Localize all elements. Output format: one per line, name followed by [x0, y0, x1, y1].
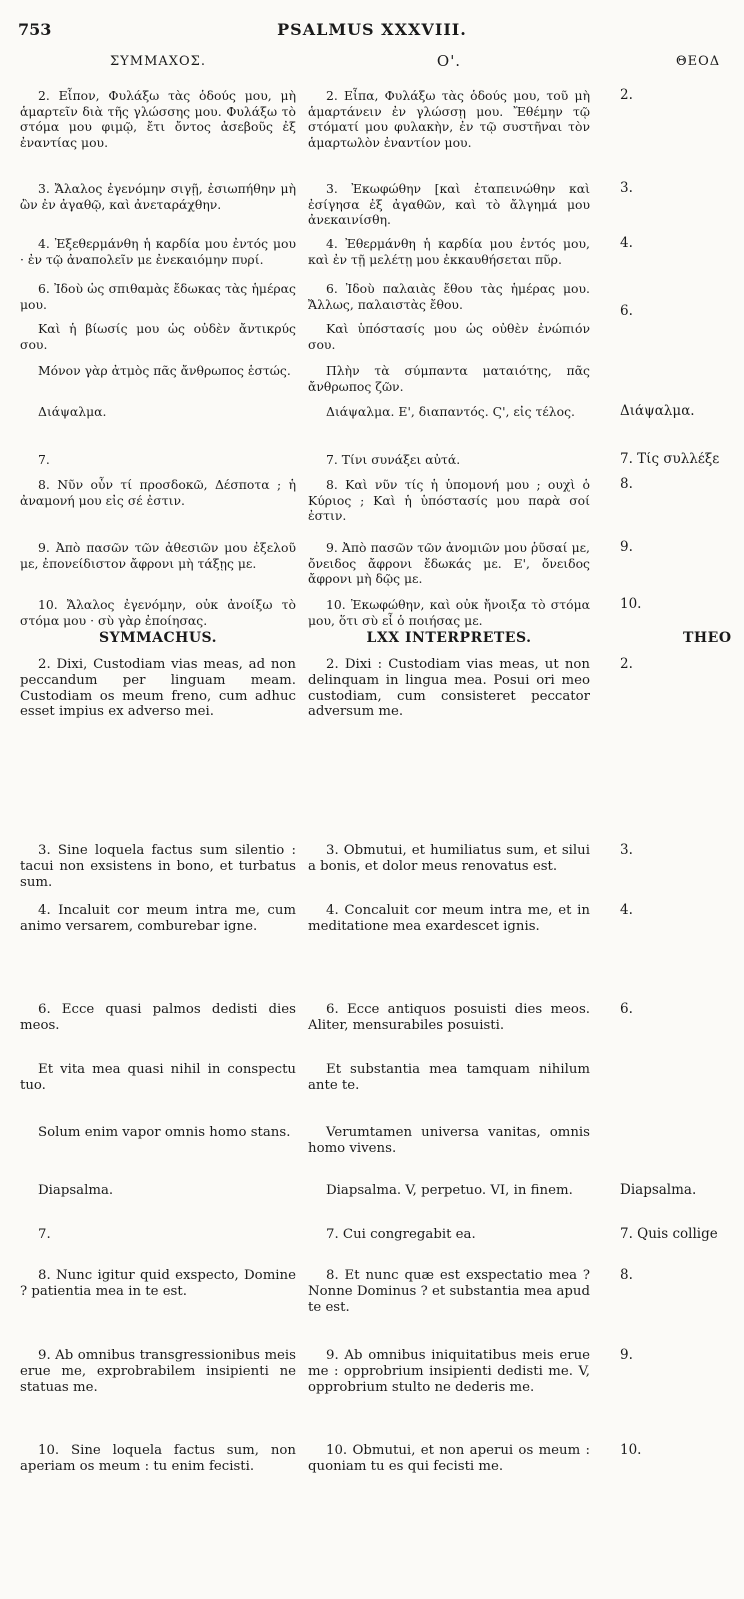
latin-theo-verse-2: 2. — [620, 657, 633, 672]
greek-sym-verse-6: 6. Ἰδοὺ ὡς σπιθαμὰς ἔδωκας τὰς ἡμέρας μου. — [20, 281, 296, 312]
latin-sym-verse-4: 4. Incaluit cor meum intra me, cum animo versarem, comburebar igne. — [20, 903, 296, 934]
latin-lxx-verse-2: 2. Dixi : Custodiam vias meas, ut non delinquam in lingua mea. Posui ori meo custodiam, cum consisteret peccator adversum me. — [308, 657, 590, 720]
greek-lxx-diapsalma: Διάψαλμα. Ε', διαπαντός. Ϛ', εἰς τέλος. — [326, 404, 575, 419]
latin-heading-symmachus: SYMMACHUS. — [98, 630, 218, 646]
greek-sym-verse-10: 10. Ἄλαλος ἐγενόμην, οὐκ ἀνοίξω τὸ στόμα μου · σὺ γὰρ ἐποίησας. — [20, 597, 296, 628]
greek-heading-lxx: Ο'. — [436, 52, 462, 70]
greek-sym-verse-9: 9. Ἀπὸ πασῶν τῶν ἀθεσιῶν μου ἐξελοῦ με, ἐπονείδιστον ἄφρονι μὴ τάξῃς με. — [20, 540, 296, 571]
greek-lxx-verse-4: 4. Ἐθερμάνθη ἡ καρδία μου ἐντός μου, καὶ ἐν τῇ μελέτῃ μου ἐκκαυθήσεται πῦρ. — [308, 236, 590, 267]
latin-lxx-diapsalma: Diapsalma. V, perpetuo. VI, in finem. — [326, 1183, 573, 1198]
latin-theo-diapsalma: Diapsalma. — [620, 1183, 697, 1198]
latin-sym-verse-6b: Et vita mea quasi nihil in conspectu tuo. — [20, 1062, 296, 1093]
greek-lxx-verse-3: 3. Ἐκωφώθην [καὶ ἐταπεινώθην καὶ ἐσίγησα ἐξ ἀγαθῶν, καὶ τὸ ἄλγημά μου ἀνεκαινίσθη. — [308, 181, 590, 228]
latin-theo-verse-7: 7. Quis collige — [620, 1227, 718, 1242]
latin-heading-theodotion: THEO — [683, 630, 732, 646]
latin-sym-diapsalma: Diapsalma. — [38, 1183, 114, 1198]
latin-sym-verse-6: 6. Ecce quasi palmos dedisti dies meos. — [20, 1002, 296, 1033]
latin-theo-verse-3: 3. — [620, 843, 633, 858]
latin-theo-verse-8: 8. — [620, 1268, 633, 1283]
latin-theo-verse-10: 10. — [620, 1443, 642, 1458]
latin-lxx-verse-9: 9. Ab omnibus iniquitatibus meis erue me : opprobrium insipienti dedisti me. V, opprobrium stulto ne dederis me. — [308, 1348, 590, 1395]
latin-lxx-verse-8: 8. Et nunc quæ est exspectatio mea ? Nonne Dominus ? et substantia mea apud te est. — [308, 1268, 590, 1315]
latin-heading-lxx: LXX INTERPRETES. — [366, 630, 532, 646]
greek-sym-verse-2: 2. Εἶπον, Φυλάξω τὰς ὁδούς μου, μὴ ἁμαρτεῖν διὰ τῆς γλώσσης μου. Φυλάξω τὸ στόμα μου φιμῷ, ἔτι ὄντος ἀσεβοῦς ἐξ ἐναντίας μου. — [20, 88, 296, 150]
latin-sym-verse-2: 2. Dixi, Custodiam vias meas, ad non peccandum per linguam meam. Custodiam os meum freno, cum adhuc esset impius ex adverso mei. — [20, 657, 296, 720]
greek-theo-verse-4: 4. — [620, 236, 633, 251]
greek-theo-verse-7: 7. Τίς συλλέξε — [620, 452, 720, 467]
greek-theo-verse-8: 8. — [620, 477, 633, 492]
greek-theo-verse-10: 10. — [620, 597, 642, 612]
latin-lxx-verse-7: 7. Cui congregabit ea. — [326, 1227, 476, 1242]
greek-lxx-verse-6b: Καὶ ὑπόστασίς μου ὡς οὐθὲν ἐνώπιόν σου. — [308, 321, 590, 352]
greek-lxx-verse-6c: Πλὴν τὰ σύμπαντα ματαιότης, πᾶς ἄνθρωπος ζῶν. — [308, 363, 590, 394]
latin-lxx-verse-10: 10. Obmutui, et non aperui os meum : quoniam tu es qui fecisti me. — [308, 1443, 590, 1474]
latin-lxx-verse-6: 6. Ecce antiquos posuisti dies meos. Aliter, mensurabiles posuisti. — [308, 1002, 590, 1033]
greek-sym-verse-7: 7. — [38, 452, 50, 467]
page-number: 753 — [18, 20, 52, 39]
greek-lxx-verse-2: 2. Εἶπα, Φυλάξω τὰς ὁδούς μου, τοῦ μὴ ἁμαρτάνειν ἐν γλώσσῃ μου. Ἔθέμην τῷ στόματί μου φυλακὴν, ἐν τῷ συστῆναι τὸν ἁμαρτωλὸν ἐναντίον μου. — [308, 88, 590, 150]
greek-theo-diapsalma: Διάψαλμα. — [620, 404, 695, 419]
greek-theo-verse-3: 3. — [620, 181, 633, 196]
greek-sym-verse-6b: Καὶ ἡ βίωσίς μου ὡς οὐδὲν ἄντικρύς σου. — [20, 321, 296, 352]
latin-theo-verse-9: 9. — [620, 1348, 633, 1363]
greek-lxx-verse-10: 10. Ἐκωφώθην, καὶ οὐκ ἤνοιξα τὸ στόμα μου, ὅτι σὺ εἶ ὁ ποιήσας με. — [308, 597, 590, 628]
page-title: PSALMUS XXXVIII. — [277, 20, 467, 39]
latin-sym-verse-8: 8. Nunc igitur quid exspecto, Domine ? patientia mea in te est. — [20, 1268, 296, 1299]
greek-lxx-verse-8: 8. Καὶ νῦν τίς ἡ ὑπομονή μου ; ουχὶ ὁ Κύριος ; Καὶ ἡ ὑπόστασίς μου παρὰ σοί ἐστιν. — [308, 477, 590, 524]
greek-sym-verse-3: 3. Ἄλαλος ἐγενόμην σιγῇ, ἐσιωπήθην μὴ ὢν ἐν ἀγαθῷ, καὶ ἀνεταράχθην. — [20, 181, 296, 212]
greek-lxx-verse-6: 6. Ἰδοὺ παλαιὰς ἔθου τὰς ἡμέρας μου. Ἄλλως, παλαιστὰς ἔθου. — [308, 281, 590, 312]
greek-theo-verse-2: 2. — [620, 88, 633, 103]
latin-theo-verse-4: 4. — [620, 903, 633, 918]
latin-lxx-verse-4: 4. Concaluit cor meum intra me, et in meditatione mea exardescet ignis. — [308, 903, 590, 934]
latin-sym-verse-9: 9. Ab omnibus transgressionibus meis erue me, exprobrabilem insipienti ne statuas me. — [20, 1348, 296, 1395]
greek-lxx-verse-7: 7. Τίνι συνάξει αὐτά. — [326, 452, 461, 467]
latin-sym-verse-7: 7. — [38, 1227, 51, 1242]
latin-sym-verse-3: 3. Sine loquela factus sum silentio : tacui non exsistens in bono, et turbatus sum. — [20, 843, 296, 890]
latin-sym-verse-10: 10. Sine loquela factus sum, non aperiam os meum : tu enim fecisti. — [20, 1443, 296, 1474]
greek-sym-verse-6c: Μόνον γὰρ ἀτμὸς πᾶς ἄνθρωπος ἑστώς. — [38, 363, 291, 378]
greek-sym-verse-4: 4. Ἐξεθερμάνθη ἡ καρδία μου ἐντός μου · ἐν τῷ ἀναπολεῖν με ἐνεκαιόμην πυρί. — [20, 236, 296, 267]
greek-theo-verse-6: 6. — [620, 304, 633, 319]
greek-sym-verse-8: 8. Νῦν οὖν τί προσδοκῶ, Δέσποτα ; ἡ ἀναμονή μου εἰς σέ ἐστιν. — [20, 477, 296, 508]
latin-lxx-verse-6b: Et substantia mea tamquam nihilum ante te. — [308, 1062, 590, 1093]
greek-theo-verse-9: 9. — [620, 540, 633, 555]
latin-lxx-verse-6c: Verumtamen universa vanitas, omnis homo vivens. — [308, 1125, 590, 1156]
latin-sym-verse-6c: Solum enim vapor omnis homo stans. — [38, 1125, 291, 1140]
greek-heading-symmachus: ΣΥΜΜΑΧΟΣ. — [109, 54, 207, 69]
greek-sym-diapsalma: Διάψαλμα. — [38, 404, 107, 419]
latin-lxx-verse-3: 3. Obmutui, et humiliatus sum, et silui a bonis, et dolor meus renovatus est. — [308, 843, 590, 874]
greek-lxx-verse-9: 9. Ἀπὸ πασῶν τῶν ἀνομιῶν μου ῥῦσαί με, ὄνειδος ἄφρονι ἔδωκάς με. Ε', ὄνειδος ἄφρονι μὴ δῷς με. — [308, 540, 590, 587]
greek-heading-theodotion: ΘΕΟΔ — [676, 54, 721, 69]
latin-theo-verse-6: 6. — [620, 1002, 633, 1017]
